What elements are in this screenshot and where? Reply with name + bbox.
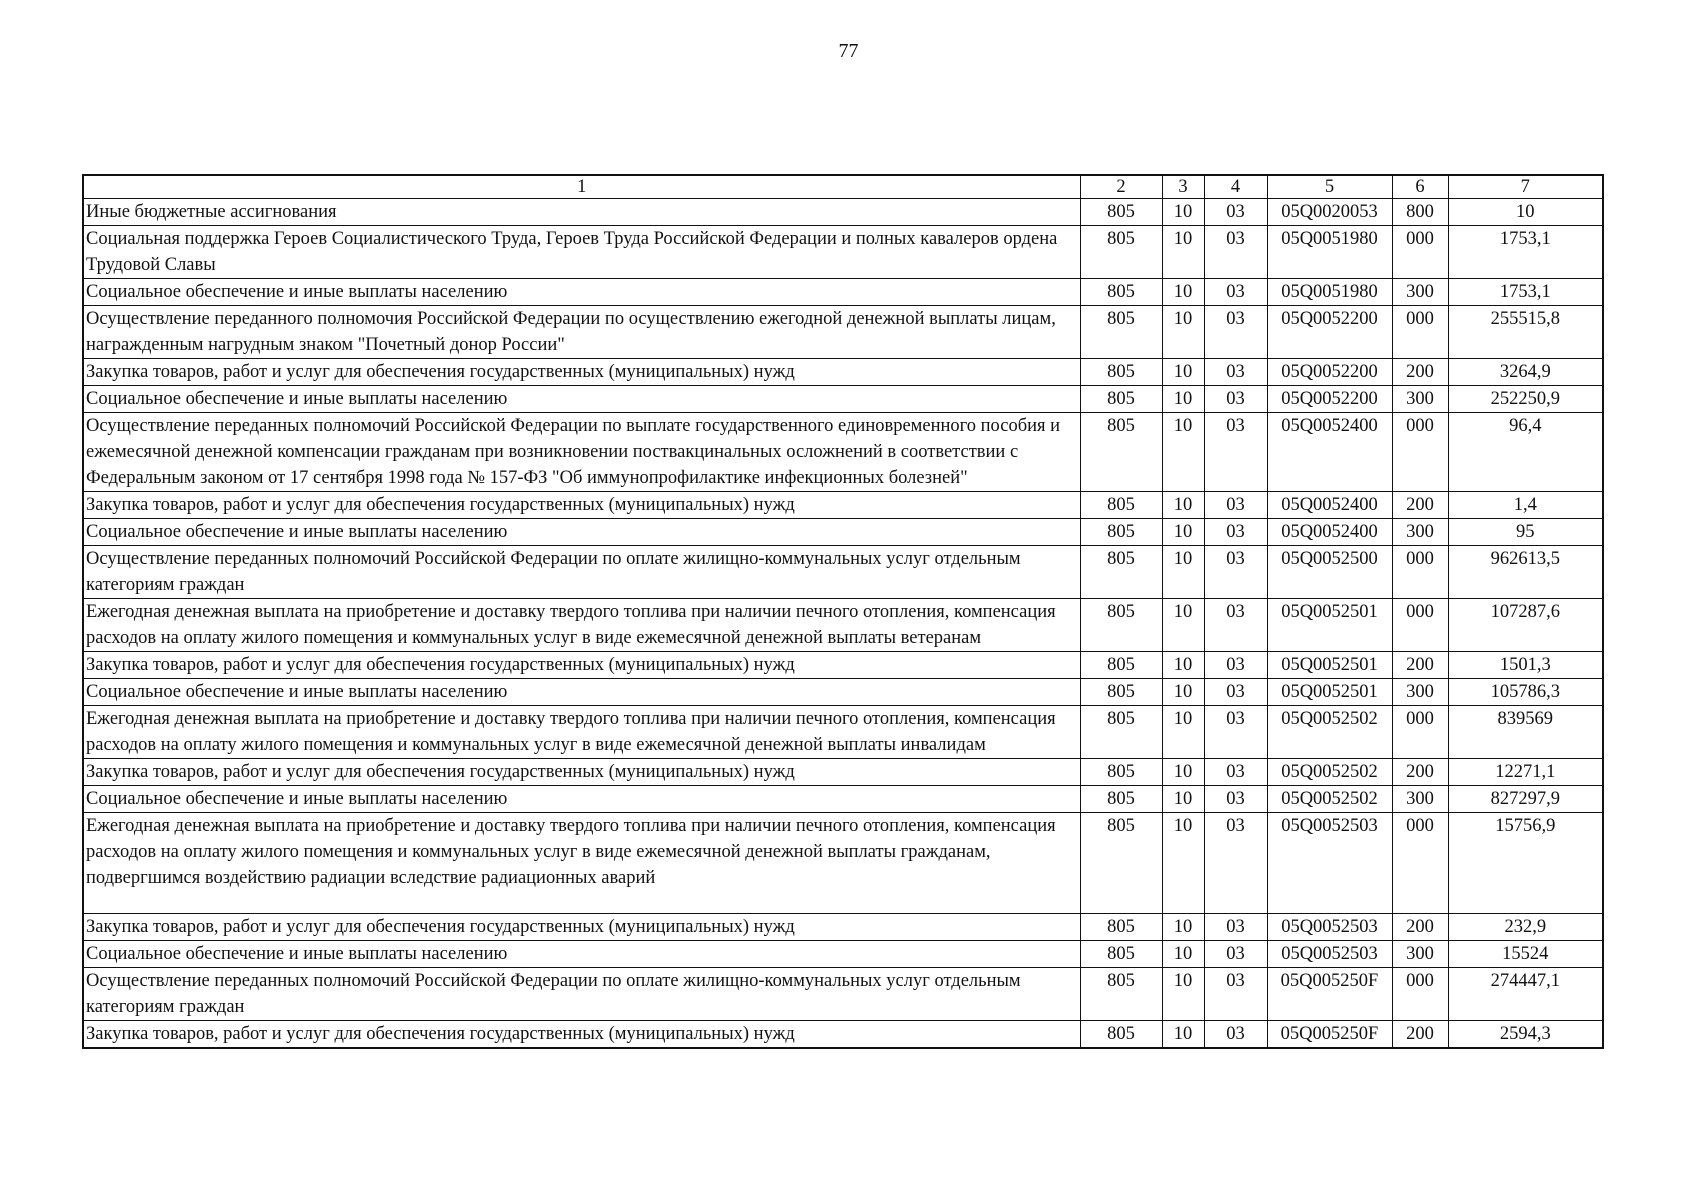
row-subsection-cell: 03 [1204,199,1267,226]
row-target-article-cell: 05Q0052502 [1267,786,1392,813]
row-expense-type-cell: 000 [1392,226,1448,279]
row-amount-cell: 105786,3 [1448,679,1603,706]
row-expense-type-cell: 300 [1392,386,1448,413]
row-target-article-cell: 05Q005250F [1267,968,1392,1021]
row-amount-cell: 2594,3 [1448,1021,1603,1049]
row-subsection-cell: 03 [1204,306,1267,359]
row-amount-cell: 95 [1448,519,1603,546]
page-number: 77 [838,40,859,62]
row-expense-type-cell: 200 [1392,492,1448,519]
table-row [83,386,1603,413]
row-ved-cell: 805 [1080,546,1162,599]
row-target-article-cell: 05Q0052400 [1267,519,1392,546]
table-row [83,199,1603,226]
row-ved-cell: 805 [1080,759,1162,786]
row-name-cell: Осуществление переданных полномочий Российской Федерации по оплате жилищно-коммунальных услуг отдельным категориям граждан [83,968,1080,1021]
table-row [83,759,1603,786]
row-section-cell: 10 [1162,226,1204,279]
row-subsection-cell: 03 [1204,941,1267,968]
row-ved-cell: 805 [1080,968,1162,1021]
row-ved-cell: 805 [1080,226,1162,279]
row-target-article-cell: 05Q0052502 [1267,706,1392,759]
row-amount-cell: 10 [1448,199,1603,226]
row-name-cell: Социальное обеспечение и иные выплаты населению [83,386,1080,413]
row-target-article-cell: 05Q0052200 [1267,306,1392,359]
row-amount-cell: 107287,6 [1448,599,1603,652]
table-row [83,599,1603,652]
table-row [83,226,1603,279]
header-row [83,175,1603,199]
row-section-cell: 10 [1162,599,1204,652]
row-subsection-cell: 03 [1204,279,1267,306]
row-subsection-cell: 03 [1204,679,1267,706]
row-amount-cell: 232,9 [1448,914,1603,941]
row-amount-cell: 252250,9 [1448,386,1603,413]
row-name-cell: Закупка товаров, работ и услуг для обеспечения государственных (муниципальных) нужд [83,652,1080,679]
row-expense-type-cell: 000 [1392,306,1448,359]
row-amount-cell: 1,4 [1448,492,1603,519]
row-expense-type-cell: 800 [1392,199,1448,226]
row-target-article-cell: 05Q0052200 [1267,386,1392,413]
row-expense-type-cell: 000 [1392,599,1448,652]
table-row [83,492,1603,519]
row-subsection-cell: 03 [1204,599,1267,652]
row-section-cell: 10 [1162,1021,1204,1049]
row-amount-cell: 15524 [1448,941,1603,968]
row-ved-cell: 805 [1080,706,1162,759]
row-section-cell: 10 [1162,492,1204,519]
budget-table [82,174,1604,1049]
row-target-article-cell: 05Q0052503 [1267,813,1392,914]
row-expense-type-cell: 300 [1392,279,1448,306]
row-subsection-cell: 03 [1204,413,1267,492]
header-cell: 5 [1267,175,1392,199]
row-section-cell: 10 [1162,786,1204,813]
header-cell: 3 [1162,175,1204,199]
row-target-article-cell: 05Q0051980 [1267,226,1392,279]
row-name-cell: Закупка товаров, работ и услуг для обеспечения государственных (муниципальных) нужд [83,1021,1080,1049]
row-subsection-cell: 03 [1204,386,1267,413]
row-ved-cell: 805 [1080,306,1162,359]
row-expense-type-cell: 300 [1392,679,1448,706]
row-ved-cell: 805 [1080,679,1162,706]
table-row [83,413,1603,492]
row-target-article-cell: 05Q0052400 [1267,492,1392,519]
row-amount-cell: 1501,3 [1448,652,1603,679]
row-target-article-cell: 05Q0020053 [1267,199,1392,226]
row-subsection-cell: 03 [1204,546,1267,599]
table-body [83,199,1603,1049]
row-subsection-cell: 03 [1204,759,1267,786]
row-ved-cell: 805 [1080,914,1162,941]
row-subsection-cell: 03 [1204,914,1267,941]
row-target-article-cell: 05Q0052200 [1267,359,1392,386]
row-expense-type-cell: 200 [1392,359,1448,386]
row-name-cell: Социальное обеспечение и иные выплаты населению [83,941,1080,968]
row-ved-cell: 805 [1080,279,1162,306]
row-section-cell: 10 [1162,679,1204,706]
row-expense-type-cell: 300 [1392,519,1448,546]
row-name-cell: Закупка товаров, работ и услуг для обеспечения государственных (муниципальных) нужд [83,759,1080,786]
row-amount-cell: 1753,1 [1448,279,1603,306]
row-subsection-cell: 03 [1204,813,1267,914]
row-amount-cell: 3264,9 [1448,359,1603,386]
row-amount-cell: 1753,1 [1448,226,1603,279]
row-name-cell: Закупка товаров, работ и услуг для обеспечения государственных (муниципальных) нужд [83,492,1080,519]
row-target-article-cell: 05Q0052501 [1267,679,1392,706]
table-row [83,813,1603,914]
row-name-cell: Ежегодная денежная выплата на приобретение и доставку твердого топлива при наличии печного отопления, компенсация расходов на оплату жилого помещения и коммунальных услуг в виде ежемесячной денежной выплаты гражданам, подвергшимся воздействию радиации вследствие радиационных аварий [83,813,1080,914]
row-name-cell: Ежегодная денежная выплата на приобретение и доставку твердого топлива при наличии печного отопления, компенсация расходов на оплату жилого помещения и коммунальных услуг в виде ежемесячной денежной выплаты инвалидам [83,706,1080,759]
row-subsection-cell: 03 [1204,968,1267,1021]
row-amount-cell: 96,4 [1448,413,1603,492]
row-subsection-cell: 03 [1204,226,1267,279]
row-section-cell: 10 [1162,199,1204,226]
row-section-cell: 10 [1162,968,1204,1021]
row-expense-type-cell: 200 [1392,759,1448,786]
row-name-cell: Социальное обеспечение и иные выплаты населению [83,679,1080,706]
row-subsection-cell: 03 [1204,786,1267,813]
row-name-cell: Осуществление переданных полномочий Российской Федерации по оплате жилищно-коммунальных услуг отдельным категориям граждан [83,546,1080,599]
row-amount-cell: 255515,8 [1448,306,1603,359]
row-name-cell: Ежегодная денежная выплата на приобретение и доставку твердого топлива при наличии печного отопления, компенсация расходов на оплату жилого помещения и коммунальных услуг в виде ежемесячной денежной выплаты ветеранам [83,599,1080,652]
row-section-cell: 10 [1162,306,1204,359]
row-section-cell: 10 [1162,706,1204,759]
row-ved-cell: 805 [1080,199,1162,226]
table-row [83,279,1603,306]
row-amount-cell: 12271,1 [1448,759,1603,786]
table-row [83,519,1603,546]
row-ved-cell: 805 [1080,359,1162,386]
row-name-cell: Осуществление переданного полномочия Российской Федерации по осуществлению ежегодной денежной выплаты лицам, награжденным нагрудным знаком "Почетный донор России" [83,306,1080,359]
row-expense-type-cell: 200 [1392,914,1448,941]
row-ved-cell: 805 [1080,413,1162,492]
row-name-cell: Социальное обеспечение и иные выплаты населению [83,519,1080,546]
header-cell: 6 [1392,175,1448,199]
row-amount-cell: 962613,5 [1448,546,1603,599]
row-amount-cell: 274447,1 [1448,968,1603,1021]
table-row [83,706,1603,759]
row-section-cell: 10 [1162,759,1204,786]
header-cell: 1 [83,175,1080,199]
row-name-cell: Социальное обеспечение и иные выплаты населению [83,279,1080,306]
row-section-cell: 10 [1162,652,1204,679]
row-section-cell: 10 [1162,413,1204,492]
header-cell: 2 [1080,175,1162,199]
row-expense-type-cell: 000 [1392,813,1448,914]
row-target-article-cell: 05Q0052501 [1267,599,1392,652]
table-row [83,306,1603,359]
table-row [83,914,1603,941]
row-expense-type-cell: 300 [1392,941,1448,968]
row-ved-cell: 805 [1080,941,1162,968]
row-ved-cell: 805 [1080,599,1162,652]
row-ved-cell: 805 [1080,813,1162,914]
row-ved-cell: 805 [1080,786,1162,813]
row-ved-cell: 805 [1080,386,1162,413]
row-expense-type-cell: 000 [1392,413,1448,492]
table-row [83,941,1603,968]
table-row [83,359,1603,386]
row-name-cell: Социальное обеспечение и иные выплаты населению [83,786,1080,813]
row-amount-cell: 839569 [1448,706,1603,759]
row-target-article-cell: 05Q0052503 [1267,941,1392,968]
row-ved-cell: 805 [1080,1021,1162,1049]
row-expense-type-cell: 000 [1392,706,1448,759]
row-name-cell: Закупка товаров, работ и услуг для обеспечения государственных (муниципальных) нужд [83,914,1080,941]
row-target-article-cell: 05Q0052500 [1267,546,1392,599]
table-row [83,1021,1603,1049]
table-row [83,679,1603,706]
row-section-cell: 10 [1162,279,1204,306]
row-expense-type-cell: 000 [1392,968,1448,1021]
row-expense-type-cell: 200 [1392,1021,1448,1049]
row-target-article-cell: 05Q005250F [1267,1021,1392,1049]
row-ved-cell: 805 [1080,519,1162,546]
row-section-cell: 10 [1162,941,1204,968]
row-expense-type-cell: 000 [1392,546,1448,599]
row-name-cell: Осуществление переданных полномочий Российской Федерации по выплате государственного единовременного пособия и ежемесячной денежной компенсации гражданам при возникновении поствакцинальных осложнений в соответствии с Федеральным законом от 17 сентября 1998 года № 157-ФЗ "Об иммунопрофилактике инфекционных болезней" [83,413,1080,492]
row-target-article-cell: 05Q0052400 [1267,413,1392,492]
row-name-cell: Закупка товаров, работ и услуг для обеспечения государственных (муниципальных) нужд [83,359,1080,386]
row-section-cell: 10 [1162,519,1204,546]
row-amount-cell: 827297,9 [1448,786,1603,813]
row-target-article-cell: 05Q0051980 [1267,279,1392,306]
row-target-article-cell: 05Q0052502 [1267,759,1392,786]
row-subsection-cell: 03 [1204,706,1267,759]
row-ved-cell: 805 [1080,652,1162,679]
row-subsection-cell: 03 [1204,652,1267,679]
row-name-cell: Иные бюджетные ассигнования [83,199,1080,226]
row-ved-cell: 805 [1080,492,1162,519]
row-section-cell: 10 [1162,546,1204,599]
row-expense-type-cell: 200 [1392,652,1448,679]
row-expense-type-cell: 300 [1392,786,1448,813]
header-cell: 7 [1448,175,1603,199]
row-section-cell: 10 [1162,359,1204,386]
row-section-cell: 10 [1162,914,1204,941]
table-row [83,968,1603,1021]
row-amount-cell: 15756,9 [1448,813,1603,914]
row-target-article-cell: 05Q0052501 [1267,652,1392,679]
row-subsection-cell: 03 [1204,519,1267,546]
row-subsection-cell: 03 [1204,492,1267,519]
row-section-cell: 10 [1162,813,1204,914]
row-name-cell: Социальная поддержка Героев Социалистического Труда, Героев Труда Российской Федерации и полных кавалеров ордена Трудовой Славы [83,226,1080,279]
row-subsection-cell: 03 [1204,1021,1267,1049]
row-target-article-cell: 05Q0052503 [1267,914,1392,941]
header-cell: 4 [1204,175,1267,199]
row-section-cell: 10 [1162,386,1204,413]
table-row [83,786,1603,813]
table-row [83,546,1603,599]
row-subsection-cell: 03 [1204,359,1267,386]
table-row [83,652,1603,679]
